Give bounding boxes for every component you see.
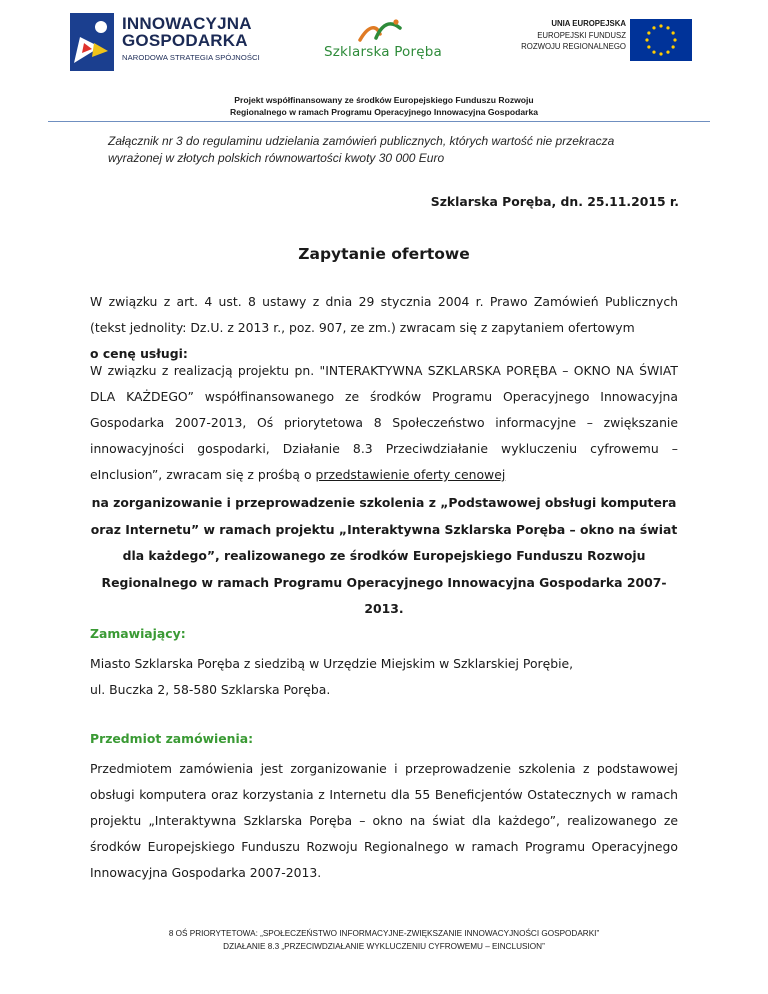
project-text: W związku z realizacją projektu pn. "INTERAKTYWNA SZKLARSKA PORĘBA – OKNO NA ŚWIAT DLA KAŻDEGO” współfinansowanego ze środków Programu Operacyjnego Innowacyjna Gospodarka 2007-2013, Oś priorytetowa 8 Społeczeństwo informacyjne – zwiększanie innowacyjności gospodarki, Działanie 8.3 Przeciwdziałanie wykluczeniu cyfrowemu – eInclusion”, zwracam się z prośbą o [90, 363, 678, 482]
project-funding-line1: Projekt współfinansowany ze środków Europejskiego Funduszu Rozwoju [234, 95, 534, 105]
eu-line1: UNIA EUROPEJSKA [551, 19, 626, 28]
eu-line2: EUROPEJSKI FUNDUSZ [537, 30, 626, 40]
ig-title-line1: INNOWACYJNA [122, 14, 252, 33]
eu-star-icon [672, 45, 675, 48]
eu-line3: ROZWOJU REGIONALNEGO [521, 42, 626, 51]
sp-logo-text: Szklarska Poręba [323, 44, 443, 60]
innowacyjna-gospodarka-logo [70, 13, 280, 75]
annex-note: Załącznik nr 3 do regulaminu udzielania zamówień publicznych, których wartość nie przekracza wyrażonej w złotych polskich równowartości kwoty 30 000 Euro [108, 134, 615, 165]
offer-link-text: przedstawienie oferty cenowej [315, 467, 506, 482]
eu-star-icon [659, 24, 662, 27]
page-footer [60, 927, 708, 953]
ig-title [122, 15, 252, 49]
eu-star-icon [666, 51, 669, 54]
document-title: Zapytanie ofertowe [298, 245, 470, 263]
subject-bold-paragraph: na zorganizowanie i przeprowadzenie szkolenia z „Podstawowej obsługi komputera oraz Internetu” w ramach projektu „Interaktywna Szklarska Poręba – okno na świat dla każdego”, realizowanego ze środków Europejskiego Funduszu Rozwoju Regionalnego w ramach Programu Operacyjnego Innowacyjna Gospodarka 2007-2013. [90, 495, 678, 616]
eu-star-icon [647, 45, 650, 48]
eu-star-icon [647, 31, 650, 34]
szklarska-poreba-logo [318, 18, 448, 64]
section-heading-przedmiot: Przedmiot zamówienia: [90, 731, 254, 746]
eu-star-icon [673, 38, 676, 41]
footer-line2: DZIAŁANIE 8.3 „PRZECIWDZIAŁANIE WYKLUCZENIU CYFROWEMU – EINCLUSION” [223, 942, 545, 951]
przedmiot-paragraph: Przedmiotem zamówienia jest zorganizowanie i przeprowadzenie szkolenia z podstawowej obsługi komputera oraz korzystania z Internetu dla 55 Beneficjentów Ostatecznych w ramach projektu „Interaktywna Szklarska Poręba – okno na świat dla każdego”, realizowanego ze środków Europejskiego Funduszu Rozwoju Regionalnego w ramach Programu Operacyjnego Innowacyjna Gospodarka 2007-2013. [90, 761, 678, 880]
eu-logo-text [508, 18, 626, 53]
eu-star-icon [672, 31, 675, 34]
eu-star-icon [659, 52, 662, 55]
ig-subtitle: NARODOWA STRATEGIA SPÓJNOŚCI [122, 53, 260, 62]
zamawiajacy-line1: Miasto Szklarska Poręba z siedzibą w Urzędzie Miejskim w Szklarskiej Porębie, [90, 656, 574, 671]
project-funding-line2: Regionalnego w ramach Programu Operacyjnego Innowacyjna Gospodarka [229, 107, 539, 117]
intro-paragraph [90, 289, 678, 367]
zamawiajacy-paragraph [90, 651, 678, 703]
intro-text: W związku z art. 4 ust. 8 ustawy z dnia 29 stycznia 2004 r. Prawo Zamówień Publicznych (tekst jednolity: Dz.U. z 2013 r., poz. 907, ze zm.) zwracam się z zapytaniem ofertowym [90, 294, 678, 335]
project-paragraph [90, 358, 678, 488]
ig-flag-icon [70, 13, 114, 71]
zamawiajacy-line2: ul. Buczka 2, 58-580 Szklarska Poręba. [90, 682, 331, 697]
ig-title-line2: GOSPODARKA [122, 31, 248, 50]
eu-star-icon [652, 26, 655, 29]
project-funding-info [100, 94, 668, 118]
eu-star-icon [645, 38, 648, 41]
eu-flag-icon [630, 19, 692, 61]
eu-star-icon [666, 26, 669, 29]
sp-mountain-icon [358, 18, 402, 44]
header-divider [48, 121, 710, 122]
eu-logo [508, 18, 690, 68]
footer-line1: 8 OŚ PRIORYTETOWA: „SPOŁECZEŃSTWO INFORMACYJNE-ZWIĘKSZANIE INNOWACYJNOŚCI GOSPODARKI” [168, 929, 600, 938]
eu-star-icon [652, 51, 655, 54]
section-heading-zamawiajacy: Zamawiający: [90, 626, 186, 641]
document-date: Szklarska Poręba, dn. 25.11.2015 r. [430, 194, 679, 209]
intro-bold: o cenę usługi: [90, 346, 188, 361]
